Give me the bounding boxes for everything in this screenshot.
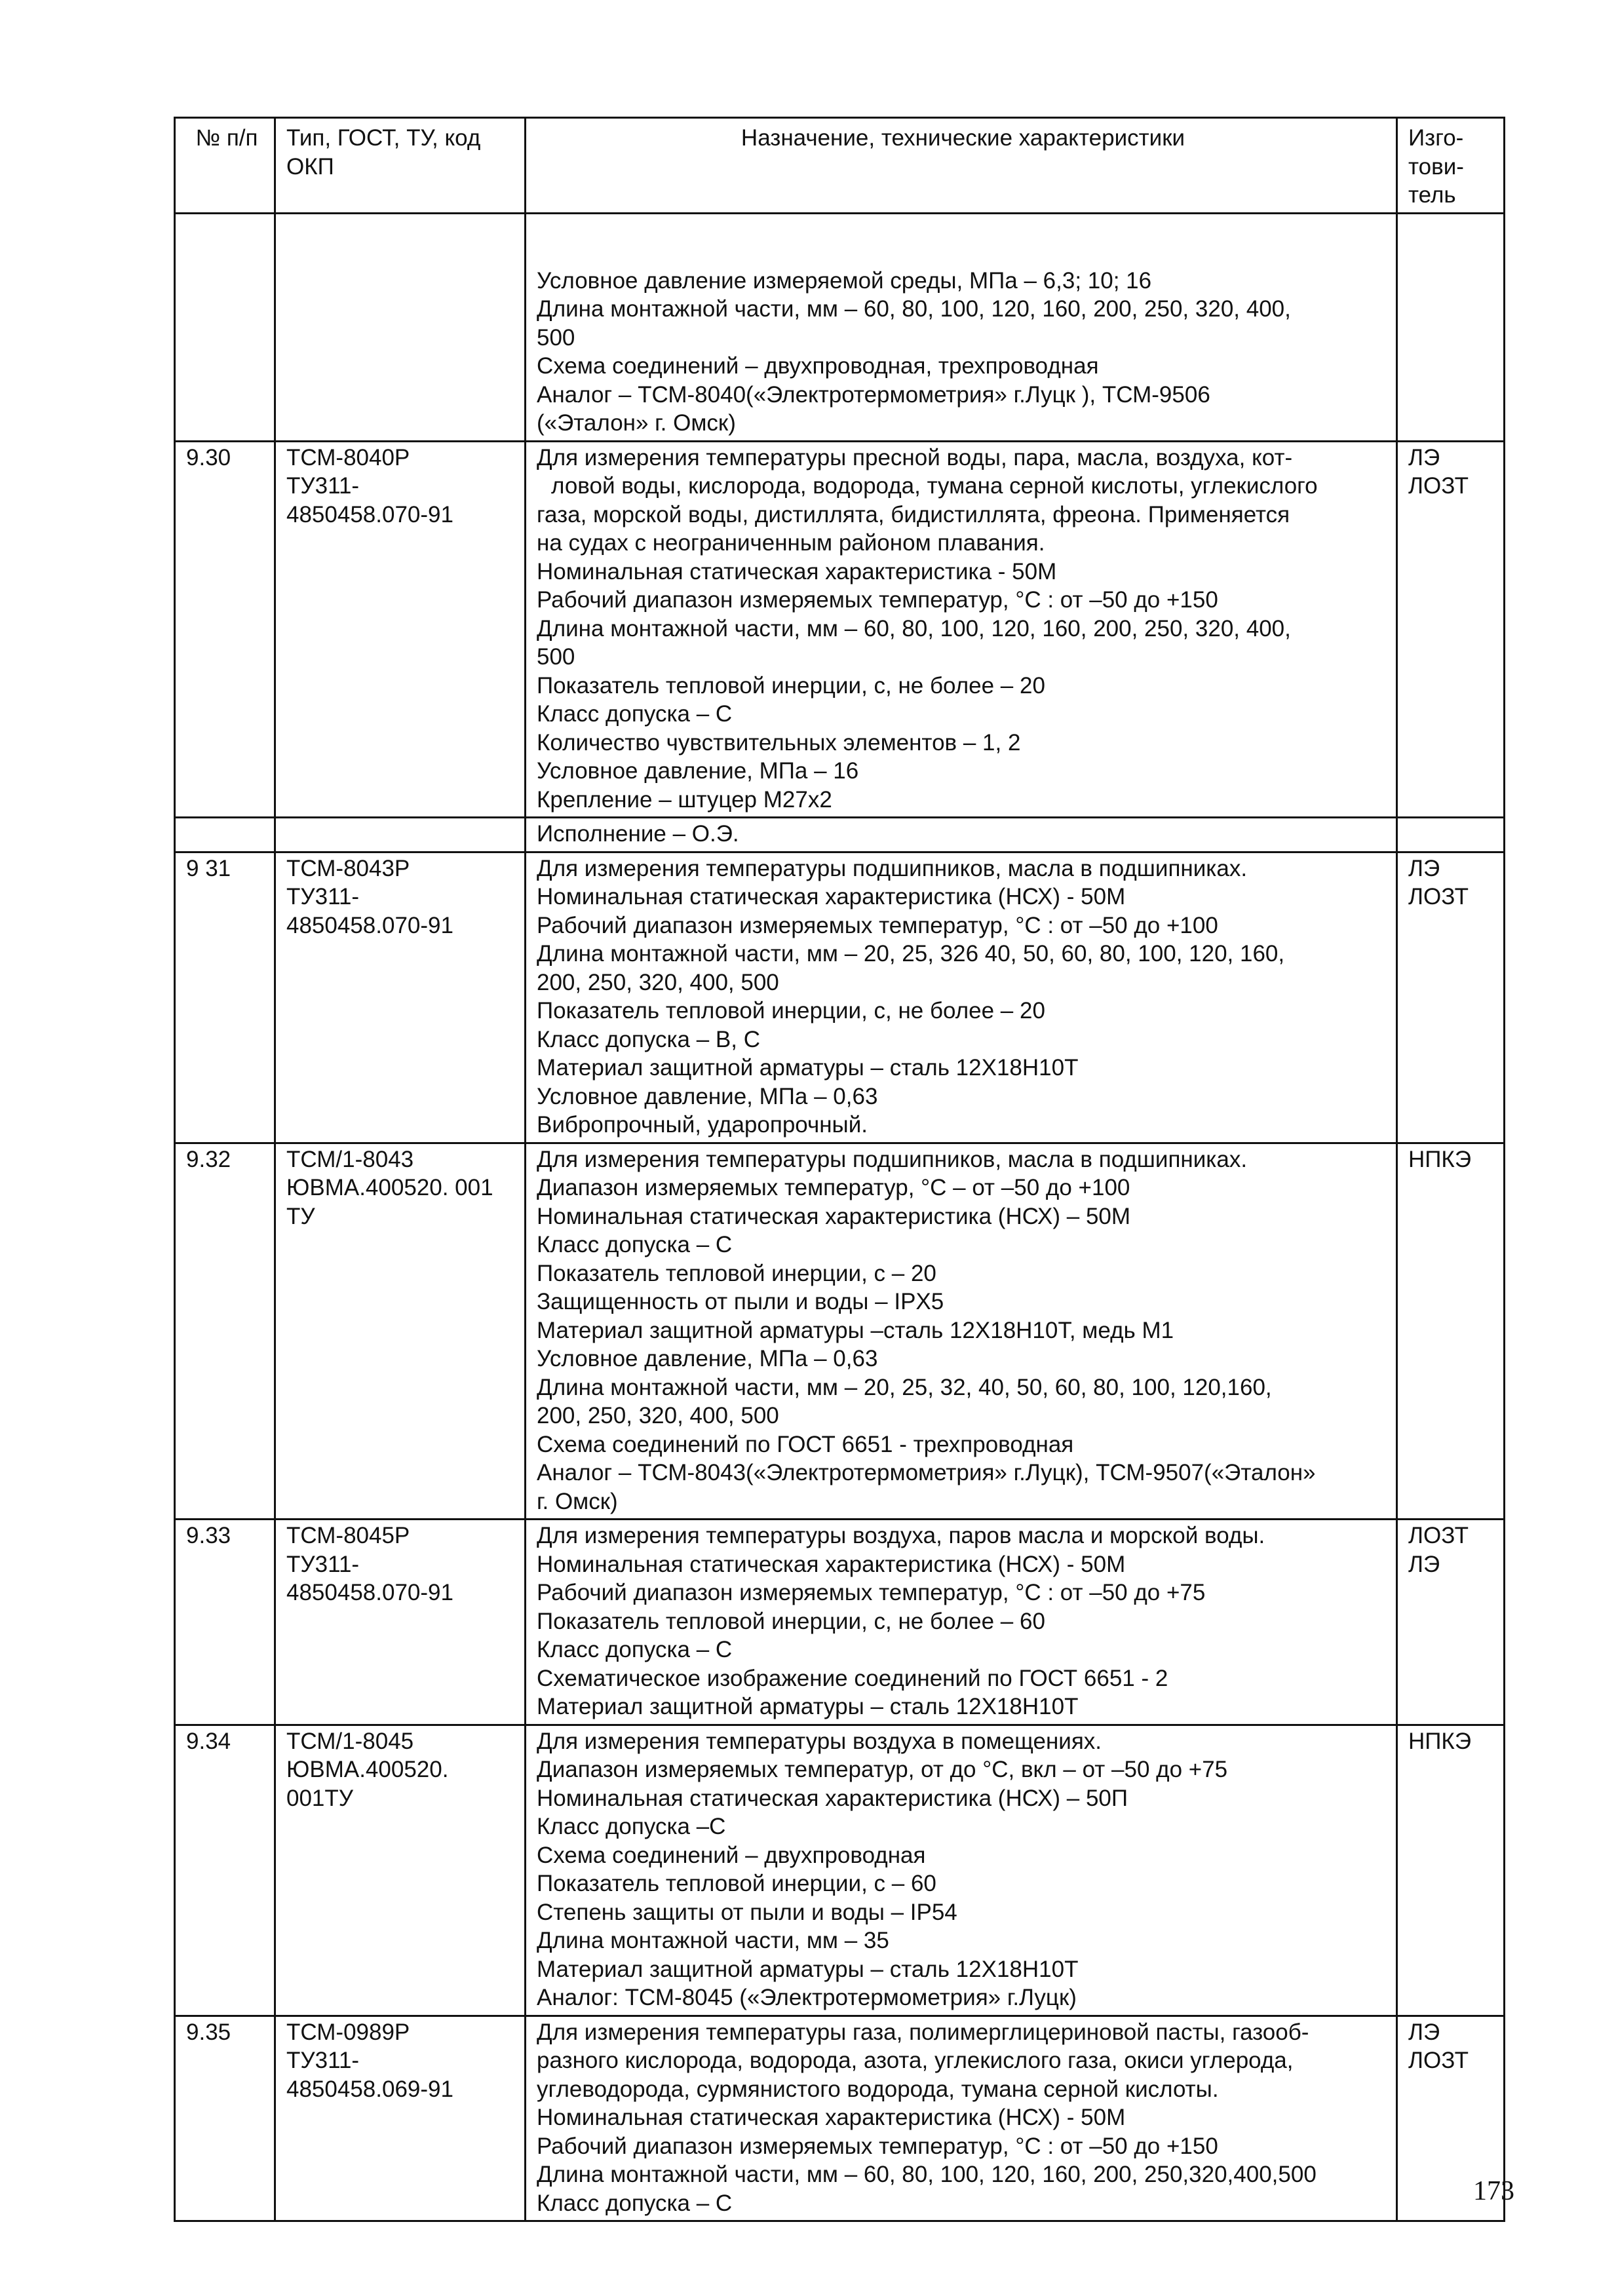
type-line: ТУ311-	[286, 473, 360, 499]
desc-line: Схематическое изображение соединений по ГОСТ 6651 - 2	[537, 1665, 1168, 1691]
table-row	[175, 1725, 1505, 2016]
desc-line: 500	[537, 644, 575, 670]
desc-line: 200, 250, 320, 400, 500	[537, 1403, 779, 1428]
header-row	[175, 118, 1505, 214]
desc-line: Материал защитной арматуры – сталь 12Х18Н10Т	[537, 1694, 1079, 1719]
desc-line: Класс допуска – С	[537, 2190, 733, 2216]
page-number: 173	[1473, 2176, 1514, 2206]
desc-line: Показатель тепловой инерции, с, не более – 20	[537, 672, 1045, 698]
maker-line: ЛЭ	[1408, 1551, 1440, 1577]
type-line: 4850458.069-91	[286, 2076, 453, 2102]
row-type	[275, 441, 526, 818]
desc-line: Условное давление, МПа – 16	[537, 758, 859, 784]
row-maker	[1397, 1520, 1505, 1725]
desc-line: Показатель тепловой инерции, с, не более – 20	[537, 998, 1045, 1024]
row-number: 9 31	[175, 852, 275, 1143]
desc-line: Количество чувствительных элементов – 1, 2	[537, 729, 1021, 756]
desc-line: Номинальная статическая характеристика (НСХ) - 50М	[537, 1551, 1126, 1577]
desc-line: Для измерения температуры пресной воды, пара, масла, воздуха, кот-	[537, 444, 1293, 470]
maker-line: ЛОЗТ	[1408, 473, 1469, 499]
header-maker: Изго- тови- тель	[1397, 118, 1505, 214]
desc-line: Номинальная статическая характеристика (НСХ) – 50П	[537, 1785, 1128, 1811]
type-line: ЮВМА.400520.	[286, 1757, 449, 1782]
row-description	[526, 441, 1397, 818]
maker-line: ЛОЗТ	[1408, 884, 1469, 909]
extra-description	[526, 818, 1397, 852]
desc-line: Для измерения температуры воздуха в помещениях.	[537, 1728, 1102, 1754]
table-row	[175, 441, 1505, 818]
table-row-extra	[175, 818, 1505, 852]
type-line: 001ТУ	[286, 1785, 354, 1811]
maker-line: ЛЭ	[1408, 2019, 1440, 2045]
header-num: № п/п	[175, 118, 275, 214]
desc-line: ловой воды, кислорода, водорода, тумана серной кислоты, углекислого	[551, 473, 1318, 499]
desc-line: Длина монтажной части, мм – 60, 80, 100, 120, 160, 200, 250,320,400,500	[537, 2162, 1317, 2187]
type-line: ТСМ-8043Р	[286, 855, 410, 881]
maker-line: ЛОЗТ	[1408, 2048, 1469, 2073]
desc-line: г. Омск)	[537, 1488, 618, 1514]
desc-line: Схема соединений – двухпроводная	[537, 1842, 926, 1868]
type-line: ТУ311-	[286, 1551, 360, 1577]
desc-line: Аналог – ТСМ-8043(«Электротермометрия» г.Луцк), ТСМ-9507(«Эталон»	[537, 1460, 1316, 1485]
desc-line: Материал защитной арматуры – сталь 12Х18Н10Т	[537, 1055, 1079, 1081]
desc-line: Класс допуска –С	[537, 1814, 726, 1839]
desc-line: Длина монтажной части, мм – 20, 25, 32, 40, 50, 60, 80, 100, 120,160,	[537, 1374, 1272, 1400]
intro-line: Аналог – ТСМ-8040(«Электротермометрия» г.Луцк ), ТСМ-9506	[537, 381, 1210, 408]
desc-line: Номинальная статическая характеристика (НСХ) - 50М	[537, 2105, 1126, 2130]
desc-line: Показатель тепловой инерции, с, не более – 60	[537, 1608, 1045, 1634]
type-line: ТУ311-	[286, 2048, 360, 2073]
spec-table	[174, 117, 1505, 2222]
desc-line: разного кислорода, водорода, азота, углекислого газа, окиси углерода,	[537, 2048, 1294, 2073]
intro-maker	[1397, 213, 1505, 441]
desc-line: Защищенность от пыли и воды – IPX5	[537, 1289, 944, 1314]
type-line: 4850458.070-91	[286, 501, 453, 527]
desc-line: Класс допуска – В, С	[537, 1026, 760, 1052]
row-maker	[1397, 1725, 1505, 2016]
desc-line: Рабочий диапазон измеряемых температур, °С : от –50 до +75	[537, 1580, 1206, 1605]
desc-line: Вибропрочный, ударопрочный.	[537, 1112, 868, 1138]
desc-line: 200, 250, 320, 400, 500	[537, 969, 779, 995]
desc-line: Номинальная статическая характеристика (НСХ) - 50М	[537, 884, 1126, 909]
row-number: 9.32	[175, 1143, 275, 1520]
type-line: ТУ311-	[286, 884, 360, 909]
desc-line: газа, морской воды, дистиллята, бидистиллята, фреона. Применяется	[537, 501, 1290, 527]
desc-line: углеводорода, сурмянистого водорода, тумана серной кислоты.	[537, 2076, 1219, 2102]
desc-line: Для измерения температуры газа, полимерглицериновой пасты, газооб-	[537, 2019, 1309, 2045]
desc-line: Материал защитной арматуры –сталь 12Х18Н10Т, медь М1	[537, 1317, 1174, 1343]
type-line: 4850458.070-91	[286, 912, 453, 938]
type-line: 4850458.070-91	[286, 1580, 453, 1605]
row-type	[275, 852, 526, 1143]
header-desc: Назначение, технические характеристики	[526, 118, 1397, 214]
row-type	[275, 2016, 526, 2221]
desc-line: Номинальная статическая характеристика (НСХ) – 50М	[537, 1203, 1131, 1229]
header-type: Тип, ГОСТ, ТУ, код ОКП	[275, 118, 526, 214]
row-description	[526, 1143, 1397, 1520]
desc-line: Класс допуска – С	[537, 1232, 733, 1257]
type-line: ТСМ-8045Р	[286, 1523, 410, 1548]
maker-line: ЛЭ	[1408, 855, 1440, 881]
desc-line: Класс допуска – С	[537, 701, 733, 727]
intro-row	[175, 213, 1505, 441]
type-line: ТСМ/1-8043	[286, 1146, 414, 1172]
extra-num	[175, 818, 275, 852]
desc-line: Рабочий диапазон измеряемых температур, °С : от –50 до +150	[537, 2133, 1218, 2159]
desc-line: Для измерения температуры подшипников, масла в подшипниках.	[537, 1146, 1248, 1172]
extra-line: Исполнение – О.Э.	[537, 821, 739, 847]
desc-line: Номинальная статическая характеристика - 50М	[537, 558, 1057, 584]
type-line: ТСМ-0989Р	[286, 2019, 410, 2045]
row-number: 9.35	[175, 2016, 275, 2221]
intro-line: 500	[537, 324, 575, 351]
intro-line: Условное давление измеряемой среды, МПа – 6,3; 10; 16	[537, 267, 1152, 294]
row-maker	[1397, 441, 1505, 818]
row-number: 9.33	[175, 1520, 275, 1725]
row-description	[526, 2016, 1397, 2221]
row-description	[526, 852, 1397, 1143]
desc-line: Материал защитной арматуры – сталь 12Х18Н10Т	[537, 1956, 1079, 1982]
table-row	[175, 852, 1505, 1143]
extra-maker	[1397, 818, 1505, 852]
type-line: ТСМ-8040Р	[286, 444, 410, 470]
desc-line: Рабочий диапазон измеряемых температур, °С : от –50 до +150	[537, 587, 1218, 613]
desc-line: Степень защиты от пыли и воды – IP54	[537, 1899, 957, 1925]
row-maker	[1397, 1143, 1505, 1520]
maker-line: ЛЭ	[1408, 444, 1440, 470]
row-maker	[1397, 852, 1505, 1143]
intro-type	[275, 213, 526, 441]
row-description	[526, 1520, 1397, 1725]
desc-line: Диапазон измеряемых температур, °С – от –50 до +100	[537, 1175, 1130, 1200]
desc-line: Длина монтажной части, мм – 20, 25, 326 40, 50, 60, 80, 100, 120, 160,	[537, 941, 1285, 966]
type-line: ТУ	[286, 1203, 315, 1229]
desc-line: Диапазон измеряемых температур, от до °С, вкл – от –50 до +75	[537, 1757, 1228, 1782]
desc-line: на судах с неограниченным районом плавания.	[537, 530, 1045, 556]
type-line: ЮВМА.400520. 001	[286, 1175, 493, 1200]
table-body	[175, 213, 1505, 2221]
maker-line: НПКЭ	[1408, 1728, 1471, 1754]
extra-type	[275, 818, 526, 852]
desc-line: Для измерения температуры подшипников, масла в подшипниках.	[537, 855, 1248, 881]
row-description	[526, 1725, 1397, 2016]
intro-desc	[526, 213, 1397, 441]
desc-line: Длина монтажной части, мм – 60, 80, 100, 120, 160, 200, 250, 320, 400,	[537, 615, 1291, 641]
intro-line: Схема соединений – двухпроводная, трехпроводная	[537, 353, 1099, 379]
row-type	[275, 1725, 526, 2016]
row-type	[275, 1520, 526, 1725]
type-line: ТСМ/1-8045	[286, 1728, 414, 1754]
desc-line: Условное давление, МПа – 0,63	[537, 1083, 878, 1109]
desc-line: Условное давление, МПа – 0,63	[537, 1346, 878, 1371]
row-type	[275, 1143, 526, 1520]
desc-line: Схема соединений по ГОСТ 6651 - трехпроводная	[537, 1431, 1074, 1457]
maker-line: ЛОЗТ	[1408, 1523, 1469, 1548]
table-row	[175, 1520, 1505, 1725]
desc-line: Для измерения температуры воздуха, паров масла и морской воды.	[537, 1523, 1265, 1548]
maker-line: НПКЭ	[1408, 1146, 1471, 1172]
table-row	[175, 2016, 1505, 2221]
desc-line: Показатель тепловой инерции, с – 60	[537, 1871, 936, 1896]
intro-line: Длина монтажной части, мм – 60, 80, 100, 120, 160, 200, 250, 320, 400,	[537, 296, 1291, 322]
desc-line: Класс допуска – С	[537, 1637, 733, 1662]
table-row	[175, 1143, 1505, 1520]
desc-line: Крепление – штуцер М27х2	[537, 786, 832, 813]
desc-line: Аналог: ТСМ-8045 («Электротермометрия» г.Луцк)	[537, 1985, 1077, 2010]
desc-line: Рабочий диапазон измеряемых температур, °С : от –50 до +100	[537, 912, 1218, 938]
desc-line: Показатель тепловой инерции, с – 20	[537, 1260, 936, 1286]
intro-num	[175, 213, 275, 441]
desc-line: Длина монтажной части, мм – 35	[537, 1928, 889, 1953]
row-number: 9.30	[175, 441, 275, 818]
intro-line: («Эталон» г. Омск)	[537, 410, 736, 436]
row-number: 9.34	[175, 1725, 275, 2016]
